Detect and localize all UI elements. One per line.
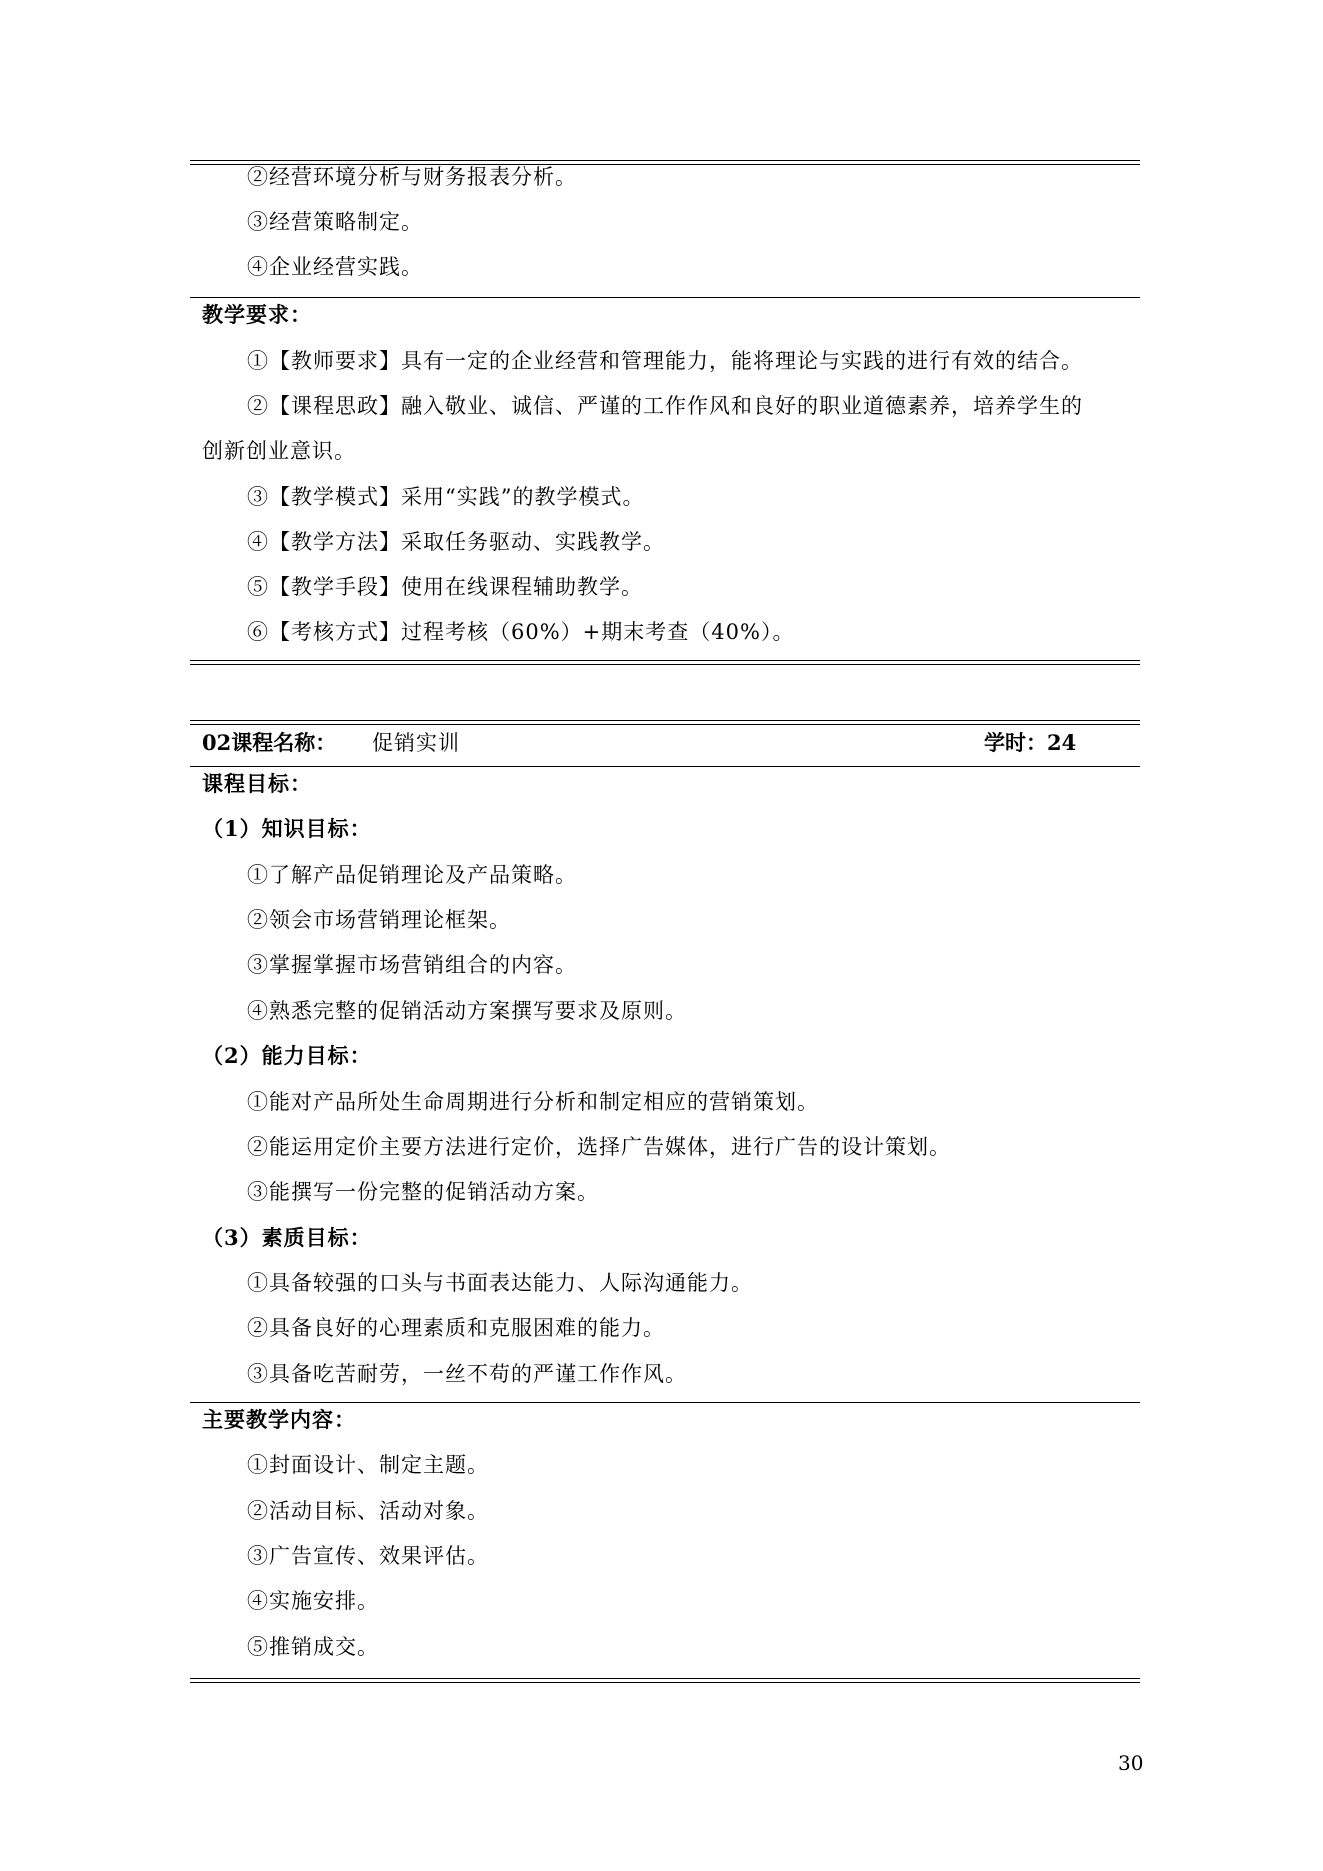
knowledge-item: ①了解产品促销理论及产品策略。 — [247, 863, 577, 887]
page-number: 30 — [1118, 1751, 1144, 1775]
requirement-item: ②【课程思政】融入敬业、诚信、严谨的工作作风和良好的职业道德素养，培养学生的 — [247, 394, 1083, 418]
requirement-item: ①【教师要求】具有一定的企业经营和管理能力，能将理论与实践的进行有效的结合。 — [247, 349, 1083, 373]
course-table-top-rule — [190, 720, 1140, 725]
content-item: ④企业经营实践。 — [247, 255, 423, 279]
section-divider — [190, 297, 1140, 298]
course-name: 促销实训 — [372, 731, 460, 755]
knowledge-item: ③掌握掌握市场营销组合的内容。 — [247, 953, 577, 977]
quality-item: ②具备良好的心理素质和克服困难的能力。 — [247, 1316, 665, 1340]
knowledge-heading: （1）知识目标： — [202, 816, 372, 841]
quality-item: ①具备较强的口头与书面表达能力、人际沟通能力。 — [247, 1271, 753, 1295]
knowledge-item: ②领会市场营销理论框架。 — [247, 908, 511, 932]
course-table-bottom-rule — [190, 1678, 1140, 1683]
requirement-item: ④【教学方法】采取任务驱动、实践教学。 — [247, 530, 665, 554]
requirement-item: ③【教学模式】采用“实践”的教学模式。 — [247, 485, 645, 509]
ability-item: ①能对产品所处生命周期进行分析和制定相应的营销策划。 — [247, 1090, 819, 1114]
content-item: ②经营环境分析与财务报表分析。 — [247, 165, 577, 189]
content-item: ①封面设计、制定主题。 — [247, 1453, 489, 1477]
course-name-label: 02课程名称： — [202, 730, 337, 755]
content-item: ⑤推销成交。 — [247, 1635, 379, 1659]
section-divider — [190, 1402, 1140, 1403]
content-heading: 主要教学内容： — [202, 1407, 356, 1432]
content-item: ③经营策略制定。 — [247, 210, 423, 234]
content-item: ③广告宣传、效果评估。 — [247, 1544, 489, 1568]
ability-item: ②能运用定价主要方法进行定价，选择广告媒体，进行广告的设计策划。 — [247, 1135, 951, 1159]
requirement-item: ⑥【考核方式】过程考核（60%）+期末考查（40%）。 — [247, 620, 795, 644]
requirements-heading: 教学要求： — [202, 302, 312, 327]
section-divider — [190, 766, 1140, 767]
objectives-heading: 课程目标： — [202, 771, 312, 796]
content-item: ④实施安排。 — [247, 1589, 379, 1613]
requirement-item: ⑤【教学手段】使用在线课程辅助教学。 — [247, 575, 643, 599]
requirement-item-continued: 创新创业意识。 — [202, 439, 356, 463]
course-hours: 学时：24 — [984, 730, 1077, 755]
ability-heading: （2）能力目标： — [202, 1043, 372, 1068]
quality-heading: （3）素质目标： — [202, 1225, 372, 1250]
quality-item: ③具备吃苦耐劳，一丝不苟的严谨工作作风。 — [247, 1362, 687, 1386]
content-item: ②活动目标、活动对象。 — [247, 1499, 489, 1523]
course-header — [202, 728, 1082, 758]
knowledge-item: ④熟悉完整的促销活动方案撰写要求及原则。 — [247, 999, 687, 1023]
ability-item: ③能撰写一份完整的促销活动方案。 — [247, 1180, 599, 1204]
table-bottom-rule — [190, 660, 1140, 665]
